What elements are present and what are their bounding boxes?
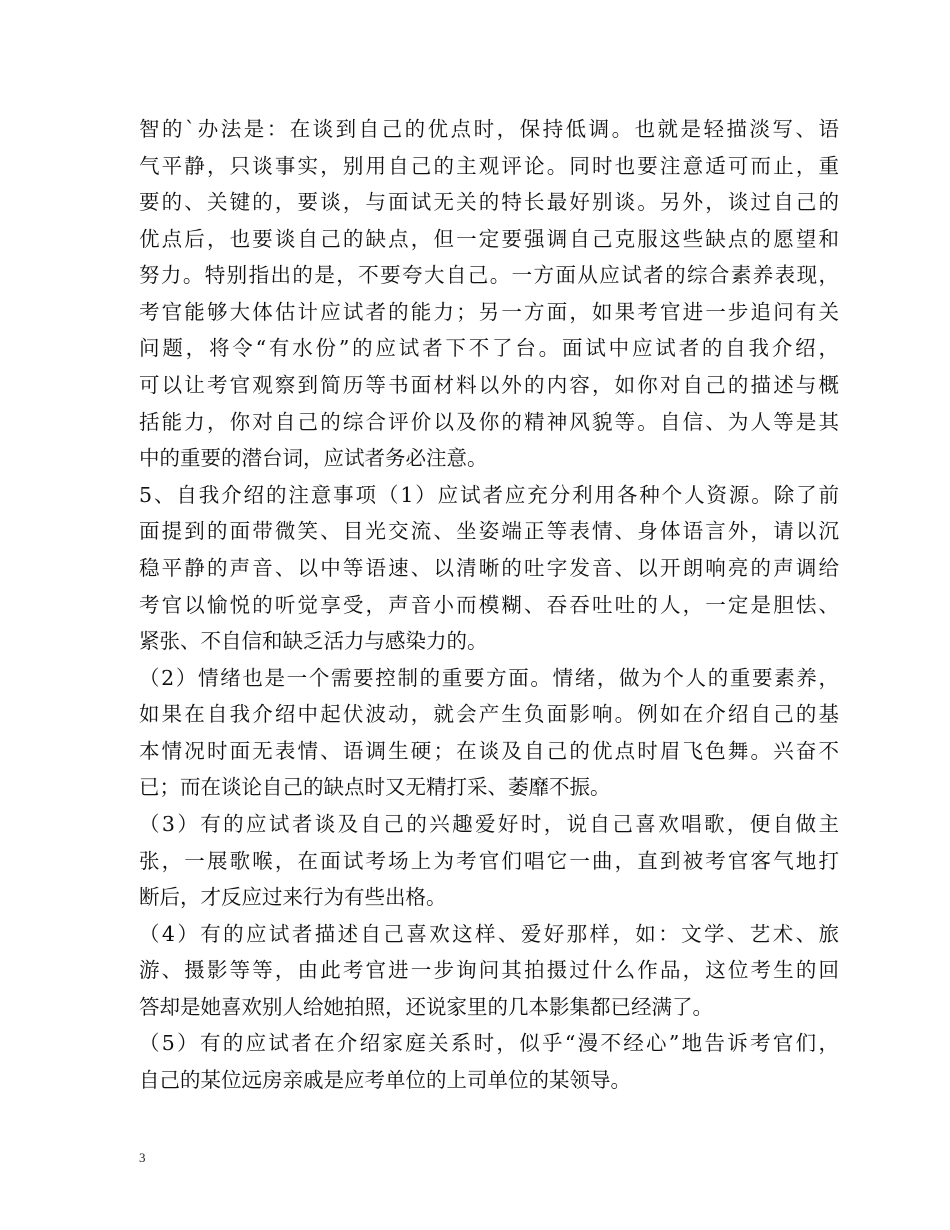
text-line: 气平静，只谈事实，别用自己的主观评论。同时也要注意适可而止，重	[139, 153, 839, 178]
text-line: 游、摄影等等，由此考官进一步询问其拍摄过什么作品，这位考生的回	[139, 958, 839, 983]
text-line: 5、自我介绍的注意事项（1）应试者应充分利用各种个人资源。除了前	[139, 482, 839, 507]
text-line: 中的重要的潜台词，应试者务必注意。	[139, 446, 488, 471]
text-line: 智的`办法是：在谈到自己的优点时，保持低调。也就是轻描淡写、语	[139, 117, 839, 141]
text-line: 张，一展歌喉，在面试考场上为考官们唱它一曲，直到被考官客气地打	[139, 848, 839, 873]
text-line: 括能力，你对自己的综合评价以及你的精神风貌等。自信、为人等是其	[139, 409, 839, 434]
text-line: 努力。特别指出的是，不要夸大自己。一方面从应试者的综合素养表现，	[139, 263, 839, 288]
text-line: 可以让考官观察到简历等书面材料以外的内容，如你对自己的描述与概	[139, 373, 839, 398]
text-line: 断后，才反应过来行为有些出格。	[139, 885, 447, 910]
text-line: 考官能够大体估计应试者的能力；另一方面，如果考官进一步追问有关	[139, 299, 839, 324]
text-line: 紧张、不自信和缺乏活力与感染力的。	[139, 629, 488, 654]
text-line: 优点后，也要谈自己的缺点，但一定要强调自己克服这些缺点的愿望和	[139, 226, 839, 251]
text-line: （5）有的应试者在介绍家庭关系时，似乎“漫不经心”地告诉考官们，	[139, 1031, 839, 1056]
text-line: 如果在自我介绍中起伏波动，就会产生负面影响。例如在介绍自己的基	[139, 702, 839, 727]
text-line: 问题，将令“有水份”的应试者下不了台。面试中应试者的自我介绍，	[139, 336, 839, 361]
text-line: （2）情绪也是一个需要控制的重要方面。情绪，做为个人的重要素养，	[139, 665, 839, 690]
body-text	[139, 111, 839, 1099]
text-line: 稳平静的声音、以中等语速、以清晰的吐字发音、以开朗响亮的声调给	[139, 555, 839, 580]
text-line: 考官以愉悦的听觉享受，声音小而模糊、吞吞吐吐的人，一定是胆怯、	[139, 592, 839, 617]
text-line: 自己的某位远房亲戚是应考单位的上司单位的某领导。	[139, 1068, 631, 1093]
text-line: 要的、关键的，要谈，与面试无关的特长最好别谈。另外，谈过自己的	[139, 190, 839, 215]
text-line: 本情况时面无表情、语调生硬；在谈及自己的优点时眉飞色舞。兴奋不	[139, 738, 839, 763]
text-line: （4）有的应试者描述自己喜欢这样、爱好那样，如：文学、艺术、旅	[139, 921, 839, 946]
text-line: 面提到的面带微笑、目光交流、坐姿端正等表情、身体语言外，请以沉	[139, 519, 839, 544]
page-number: 3	[139, 1150, 146, 1165]
text-line: 答却是她喜欢别人给她拍照，还说家里的几本影集都已经满了。	[139, 994, 713, 1019]
text-line: 已；而在谈论自己的缺点时又无精打采、萎靡不振。	[139, 775, 611, 800]
text-line: （3）有的应试者谈及自己的兴趣爱好时，说自己喜欢唱歌，便自做主	[139, 811, 839, 836]
